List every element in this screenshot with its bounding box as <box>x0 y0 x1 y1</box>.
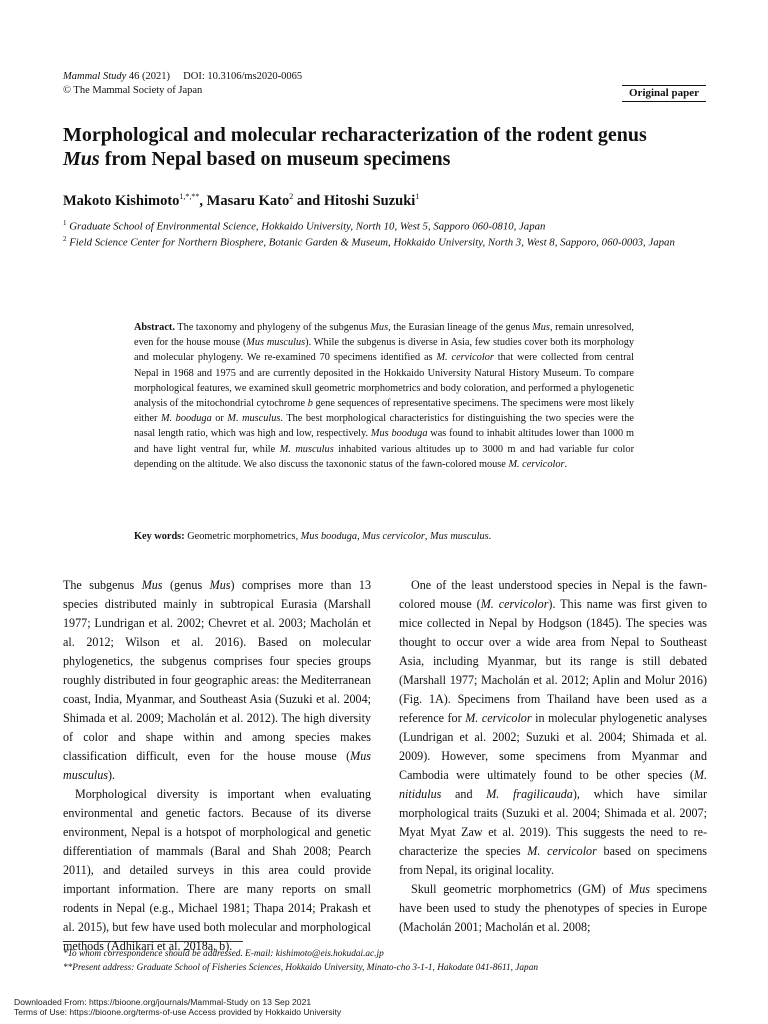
text-run: , remain unresolved, even for the house mouse ( <box>134 322 635 349</box>
italic-term: Mus musculus <box>246 337 306 349</box>
text-run: ). While the subgenus is diverse in Asia, few studies cover both its morphology and molecular phylogeny. We re-examined 70 specimens identified as <box>134 337 635 364</box>
italic-term: Mus musculus <box>63 749 371 782</box>
italic-term: M. musculus <box>279 443 334 455</box>
text-run: in molecular phylogenetic analyses (Lundrigan et al. 2002; Suzuki et al. 2004; Shimada et al. 2009). However, some specimens from Myanmar and Cambodia were ultimately found to be other species ( <box>399 711 707 782</box>
author-marks: 1 <box>415 192 420 202</box>
footnote-divider <box>63 941 243 942</box>
italic-term: Mus booduga <box>300 531 358 542</box>
text-run: inhabited various altitudes up to 3000 m and had variable fur color depending on the altitude. We also discuss the taxononic status of the fawn-colored mouse <box>134 443 634 470</box>
terms-line: Terms of Use: https://bioone.org/terms-of-use Access provided by Hokkaido University <box>14 1007 342 1017</box>
text-run: (genus <box>162 578 210 592</box>
keywords-label: Key words: <box>134 531 185 542</box>
journal-name: Mammal Study <box>63 71 127 82</box>
keywords <box>134 530 634 544</box>
text-run: . <box>488 531 492 542</box>
text-run: was found to inhabit altitudes lower than 1000 m and have light ventral fur, while <box>134 428 634 455</box>
text-run: based on specimens from Nepal, its original locality. <box>399 844 707 877</box>
author: Hitoshi Suzuki$^1$ <box>323 192 420 209</box>
body-column-left <box>63 576 371 956</box>
paper-type-label: Original paper <box>622 85 706 102</box>
title-line-1: Morphological and molecular recharacterization of the rodent genus <box>63 124 647 146</box>
affiliation: $^1$ Graduate School of Environmental Science, Hokkaido University, North 10, West 5, Sapporo 060-0810, Japan <box>63 219 546 233</box>
italic-term: M. cervicolor <box>465 711 532 725</box>
italic-term: Mus booduga <box>370 428 428 440</box>
journal-volume: 46 (2021) <box>128 71 171 82</box>
italic-term: Mus <box>209 578 231 592</box>
text-run: specimens have been used to study the phenotypes of species in Europe (Macholán 2001; Macholán et al. 2008; <box>399 882 708 934</box>
italic-term: Mus <box>141 578 163 592</box>
text-run: ), which have similar morphological traits (Suzuki et al. 2004; Shimada et al. 2007; Myat Myat Zaw et al. 2019). This suggests the need to re-characterize the species <box>399 787 707 858</box>
text-run: , the Eurasian lineage of the genus <box>388 322 533 333</box>
title-line-2-rest: from Nepal based on museum specimens <box>99 148 451 170</box>
paragraph <box>399 880 707 937</box>
affiliation: $^2$ Field Science Center for Northern Biosphere, Botanic Garden & Museum, Hokkaido University, North 3, West 8, Sapporo, 060-0003, Japan <box>63 235 675 249</box>
italic-term: M. booduga <box>160 413 212 425</box>
text-run: Morphological diversity is important when evaluating environmental and genetic factors. Because of its diverse environment, Nepal is a hotspot of morphological and genetic differentiation of mammals (Baral and Shah 2008; Pearch 2011), and detailed surveys in this area could provide important information. There are many reports on small rodents in Nepal (e.g., Michael 1981; Thapa 2014; Prakash et al. 2015), but few have used both molecular and morphological methods (Adhikari et al. 2018a, b). <box>63 787 371 953</box>
text-run: ) comprises more than 13 species distributed mainly in subtropical Eurasia (Marshall 1977; Lundrigan et al. 2002; Chevret et al. 2003; Macholán et al. 2012; Wilson et al. 2016). Based on molecular phylogenetics, the subgenus comprises four species groups roughly distributed in four geographic areas: the Mediterranean coast, India, Myanmar, and Southeast Asia (Suzuki et al. 2004; Shimada et al. 2009; Macholán et al. 2012). The high diversity of color and shape within and among species makes classification difficult, even for the house mouse ( <box>63 578 371 763</box>
text-run: One of the least understood species in Nepal is the fawn-colored mouse ( <box>399 578 707 611</box>
italic-term: Mus cervicolor <box>362 531 425 542</box>
body-column-right <box>399 576 707 937</box>
copyright: © The Mammal Society of Japan <box>63 85 203 96</box>
text-run: ). <box>108 768 116 782</box>
text-run: gene sequences of representative specimens. The specimens were most likely either <box>134 398 635 425</box>
text-run: , <box>357 531 363 542</box>
text-run: ). This name was first given to mice collected in Nepal by Hodgson (1845). The species was thought to occur over a wide area from Nepal to Southeast Asia, including Myanmar, but its range is still debated (Marshall 1977; Macholán et al. 2012; Aplin and Molur 2016) (Fig. 1A). Specimens from Thailand have been used as a reference for <box>399 597 707 725</box>
download-line: Downloaded From: https://bioone.org/journals/Mammal-Study on 13 Sep 2021 <box>14 997 312 1007</box>
author-marks: 1,*,** <box>179 192 200 202</box>
italic-term: M. cervicolor <box>527 844 597 858</box>
text-run: that were collected from central Nepal in 1968 and 1975 and are currently deposited in the Hokkaido University Natural History Museum. To compare morphological features, we examined skull geometric morphometrics and body coloration, and performed a phylogenetic analysis of the mitochondrial cytochrome <box>134 352 634 410</box>
abstract-label: Abstract. <box>134 322 175 333</box>
italic-term: Mus <box>532 322 550 333</box>
author-list <box>63 192 419 210</box>
italic-term: Mus musculus <box>430 531 489 542</box>
italic-term: M. fragilicauda <box>486 787 573 801</box>
text-run: The subgenus <box>63 578 142 592</box>
text-run: or <box>211 413 228 425</box>
italic-term: b <box>307 398 313 410</box>
abstract <box>134 320 634 472</box>
footnote: *To whom correspondence should be addressed. E-mail: kishimoto@eis.hokudai.ac.jp <box>63 949 384 959</box>
doi: DOI: 10.3106/ms2020-0065 <box>183 71 303 82</box>
italic-term: Mus <box>629 882 650 896</box>
keywords-text <box>185 531 492 542</box>
footnote: **Present address: Graduate School of Fisheries Sciences, Hokkaido University, Minato-cho 3-1-1, Hakodate 041-8611, Japan <box>63 963 538 973</box>
italic-term: M. musculus <box>227 413 281 425</box>
text-run: . The best morphological characteristics for distinguishing the two species were the nasal length ratio, which was high and low, respectively. <box>134 413 635 440</box>
paragraph <box>399 576 707 880</box>
author-marks: 2 <box>289 192 294 202</box>
text-run: , <box>424 531 431 542</box>
text-run: Skull geometric morphometrics (GM) of <box>411 882 630 896</box>
paragraph <box>63 576 371 785</box>
italic-term: M. cervicolor <box>480 597 549 611</box>
abstract-text <box>134 322 634 470</box>
download-notice <box>14 997 341 1017</box>
italic-term: M. cervicolor <box>436 352 494 364</box>
text-run: and <box>441 787 487 801</box>
italic-term: Mus <box>370 322 389 333</box>
paragraph <box>63 785 371 956</box>
journal-citation <box>63 70 302 83</box>
italic-term: M. nitidulus <box>399 768 707 801</box>
author: Makoto Kishimoto$^{1,*,**}$, <box>63 192 207 209</box>
text-run: Geometric morphometrics, <box>184 531 301 542</box>
article-title <box>63 123 713 171</box>
text-run: The taxonomy and phylogeny of the subgenus <box>174 322 371 333</box>
author: Masaru Kato$^2$ and <box>206 192 324 209</box>
title-genus: Mus <box>63 148 100 170</box>
text-run: . <box>564 458 568 470</box>
italic-term: M. cervicolor <box>508 458 565 470</box>
title-line-2 <box>63 147 713 171</box>
